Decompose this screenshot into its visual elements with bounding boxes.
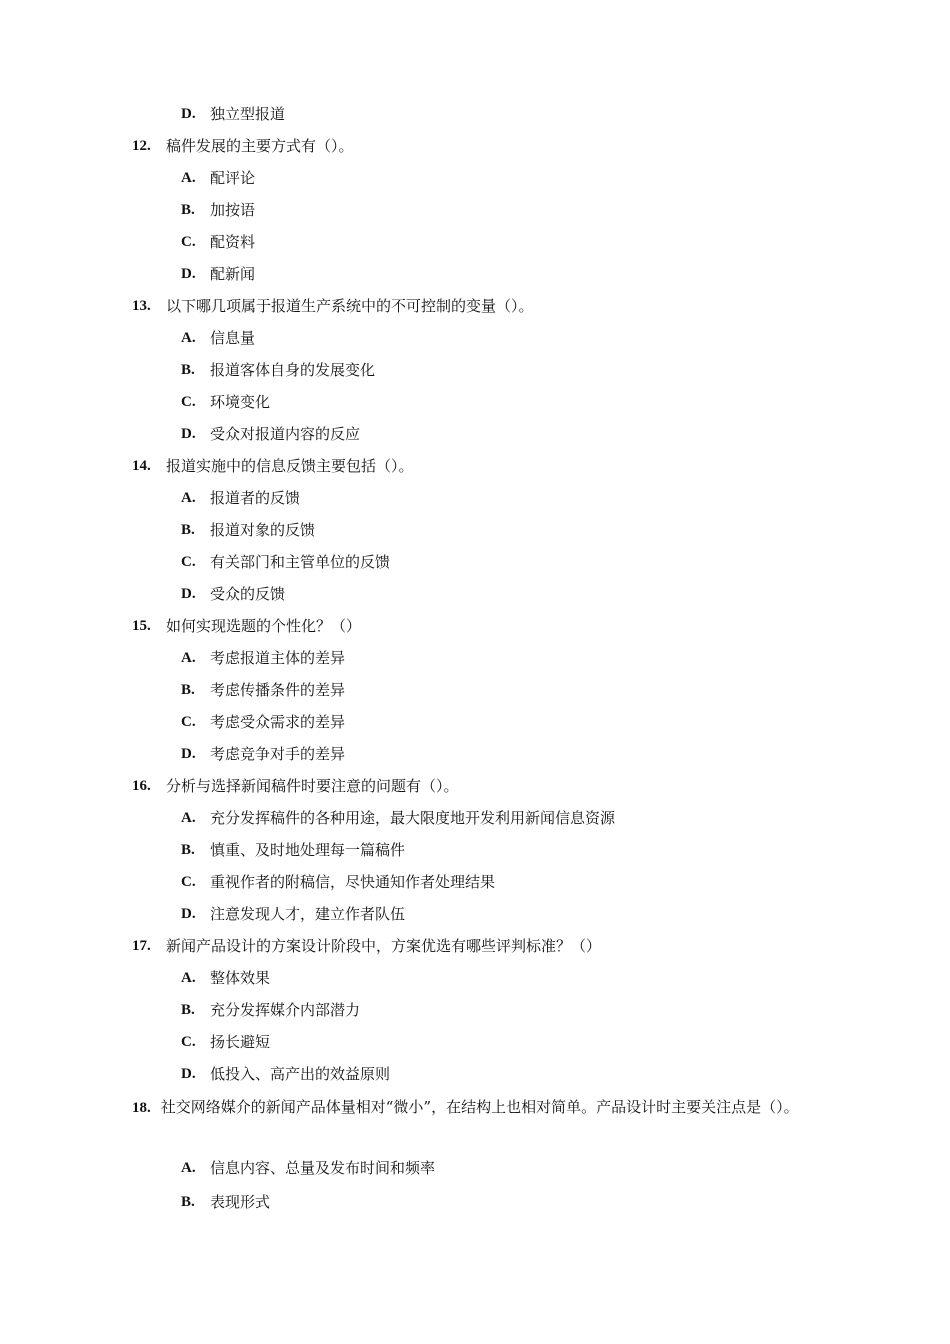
option-letter: B. — [181, 202, 195, 218]
option-letter: A. — [181, 1160, 196, 1176]
option-text: 考虑受众需求的差异 — [210, 713, 346, 731]
option-letter: C. — [181, 394, 196, 410]
option-text: 充分发挥媒介内部潜力 — [210, 1001, 361, 1019]
option-text: 加按语 — [210, 201, 256, 219]
option-text: 扬长避短 — [210, 1033, 271, 1051]
option-text: 信息内容、总量及发布时间和频率 — [210, 1159, 436, 1177]
question-text: 报道实施中的信息反馈主要包括（）。 — [166, 457, 414, 475]
option-text: 受众的反馈 — [210, 585, 286, 603]
option-text: 环境变化 — [210, 393, 271, 411]
question-text: 分析与选择新闻稿件时要注意的问题有（）。 — [166, 777, 459, 795]
option-text: 重视作者的附稿信，尽快通知作者处理结果 — [210, 873, 496, 891]
question-text: 社交网络媒介的新闻产品体量相对“微小”，在结构上也相对简单。产品设计时主要关注点是（）。 — [160, 1098, 799, 1116]
option-text: 信息量 — [210, 329, 256, 347]
option-letter: B. — [181, 842, 195, 858]
option-letter: A. — [181, 490, 196, 506]
question-18 — [132, 1098, 822, 1117]
option-text: 独立型报道 — [210, 105, 286, 123]
option-text: 报道者的反馈 — [210, 489, 301, 507]
option-letter: B. — [181, 1002, 195, 1018]
question-text: 以下哪几项属于报道生产系统中的不可控制的变量（）。 — [166, 297, 534, 315]
option-letter: D. — [181, 746, 196, 762]
option-letter: A. — [181, 970, 196, 986]
option-letter: A. — [181, 650, 196, 666]
question-text: 新闻产品设计的方案设计阶段中，方案优选有哪些评判标准？（） — [166, 937, 602, 955]
option-letter: C. — [181, 554, 196, 570]
option-letter: A. — [181, 170, 196, 186]
question-number: 13. — [132, 298, 151, 314]
option-text: 表现形式 — [210, 1193, 271, 1211]
option-letter: C. — [181, 1034, 196, 1050]
option-letter: D. — [181, 106, 196, 122]
option-letter: D. — [181, 1066, 196, 1082]
option-text: 充分发挥稿件的各种用途，最大限度地开发利用新闻信息资源 — [210, 809, 616, 827]
option-letter: B. — [181, 682, 195, 698]
option-letter: B. — [181, 1194, 195, 1210]
option-letter: B. — [181, 362, 195, 378]
option-letter: D. — [181, 586, 196, 602]
question-number: 12. — [132, 138, 151, 154]
option-letter: D. — [181, 426, 196, 442]
option-text: 报道客体自身的发展变化 — [210, 361, 376, 379]
option-text: 慎重、及时地处理每一篇稿件 — [210, 841, 406, 859]
option-text: 注意发现人才，建立作者队伍 — [210, 905, 406, 923]
option-text: 报道对象的反馈 — [210, 521, 316, 539]
option-text: 有关部门和主管单位的反馈 — [210, 553, 391, 571]
option-text: 配新闻 — [210, 265, 256, 283]
option-letter: A. — [181, 330, 196, 346]
option-letter: C. — [181, 714, 196, 730]
question-number: 15. — [132, 618, 151, 634]
question-number: 18. — [132, 1100, 151, 1116]
question-number: 16. — [132, 778, 151, 794]
option-text: 考虑竞争对手的差异 — [210, 745, 346, 763]
option-text: 受众对报道内容的反应 — [210, 425, 361, 443]
option-text: 考虑报道主体的差异 — [210, 649, 346, 667]
question-number: 14. — [132, 458, 151, 474]
question-text: 如何实现选题的个性化？（） — [166, 617, 362, 635]
option-letter: C. — [181, 874, 196, 890]
question-text: 稿件发展的主要方式有（）。 — [166, 137, 354, 155]
option-letter: A. — [181, 810, 196, 826]
option-letter: C. — [181, 234, 196, 250]
option-text: 考虑传播条件的差异 — [210, 681, 346, 699]
option-letter: D. — [181, 906, 196, 922]
question-number: 17. — [132, 938, 151, 954]
option-letter: B. — [181, 522, 195, 538]
option-text: 配评论 — [210, 169, 256, 187]
option-text: 低投入、高产出的效益原则 — [210, 1065, 391, 1083]
option-letter: D. — [181, 266, 196, 282]
option-text: 整体效果 — [210, 969, 271, 987]
option-text: 配资料 — [210, 233, 256, 251]
